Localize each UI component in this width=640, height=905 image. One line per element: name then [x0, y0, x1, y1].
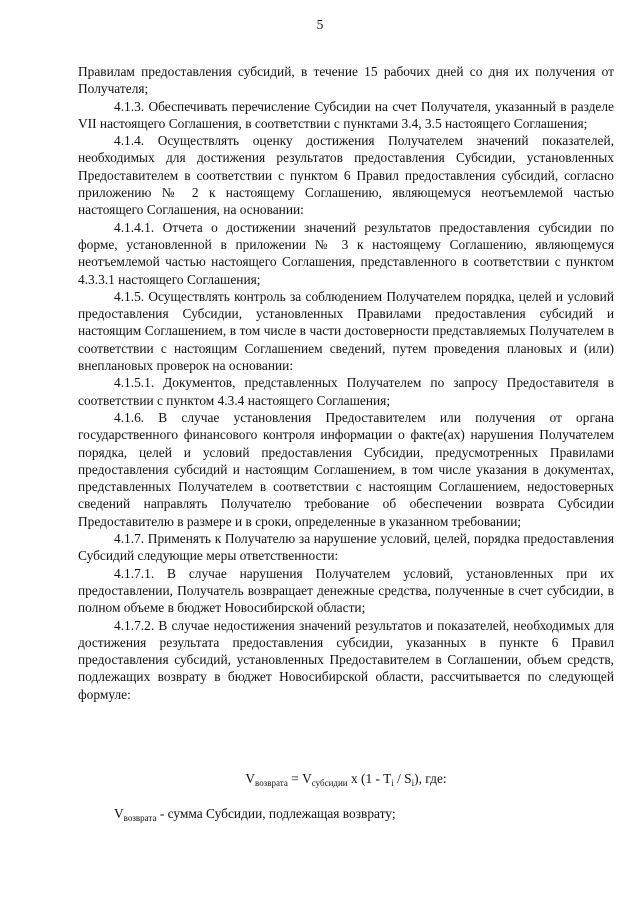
formula-v2: V [302, 771, 312, 786]
formula-sub-subsidy: субсидии [311, 778, 348, 788]
paragraph-4-1-4-1: 4.1.4.1. Отчета о достижении значений результатов предоставления субсидии по форме, установленной в приложении № 3 к настоящему Соглашению, являющемуся неотъемлемой частью настоящего Соглашения, представленного в соответствии с пунктом 4.3.3.1 настоящего Соглашения; [78, 219, 614, 287]
formula-part-2: / S [393, 771, 412, 786]
paragraph-4-1-7-2: 4.1.7.2. В случае недостижения значений результатов и показателей, необходимых для достижения результата предоставления субсидии, указанных в пункте 6 Правил предоставления субсидий, установленных Предоставителем в Соглашении, объем средств, подлежащих возврату в бюджет Новосибирской области, рассчитывается по следующей формуле: [78, 617, 614, 702]
paragraph-4-1-5: 4.1.5. Осуществлять контроль за соблюдением Получателем порядка, целей и условий предоставления Субсидии, установленных Правилами предоставления субсидий и настоящим Соглашением, в том числе в части достоверности представляемых Получателем в соответствии с настоящим Соглашением сведений, путем проведения плановых и (или) внеплановых проверок на основании: [78, 288, 614, 374]
formula-eq: = [287, 771, 303, 786]
legend-text: - сумма Субсидии, подлежащая возврату; [156, 806, 396, 821]
document-body [78, 63, 614, 703]
page-number: 5 [316, 17, 324, 32]
formula-part-1: x (1 - T [347, 771, 392, 786]
refund-formula [78, 770, 614, 787]
paragraph-4-1-7: 4.1.7. Применять к Получателю за нарушение условий, целей, порядка предоставления Субсидий следующие меры ответственности: [78, 531, 614, 564]
paragraph-4-1-5-1: 4.1.5.1. Документов, представленных Получателем по запросу Предоставителя в соответствии с пунктом 4.3.4 настоящего Соглашения; [78, 375, 614, 408]
legend-sub-refund: возврата [123, 813, 157, 823]
paragraph-4-1-3: 4.1.3. Обеспечивать перечисление Субсидии на счет Получателя, указанный в разделе VII настоящего Соглашения, в соответствии с пунктами 3.4, 3.5 настоящего Соглашения; [78, 98, 614, 131]
formula-sub-i1: i [391, 778, 394, 788]
formula-part-3: ), где: [414, 771, 447, 786]
formula-sub-refund: возврата [255, 778, 288, 788]
formula-v: V [245, 771, 256, 786]
formula-sub-i2: i [411, 778, 415, 788]
paragraph-4-1-7-1: 4.1.7.1. В случае нарушения Получателем условий, установленных при их предоставлении, Получатель возвращает денежные средства, полученные в счет субсидии, в полном объеме в бюджет Новосибирской области; [78, 565, 614, 616]
paragraph-continuation: Правилам предоставления субсидий, в течение 15 рабочих дней со дня их получения от Получателя; [78, 64, 614, 97]
legend-v: V [114, 806, 124, 821]
paragraph-4-1-4: 4.1.4. Осуществлять оценку достижения Получателем значений показателей, необходимых для достижения результатов предоставления Субсидии, установленных Предоставителем в соответствии с пунктом 6 Правил предоставления субсидий, согласно приложению № 2 к настоящему Соглашению, являющемуся неотъемлемой частью настоящего Соглашения, на основании: [78, 133, 614, 218]
paragraph-4-1-6: 4.1.6. В случае установления Предоставителем или получения от органа государственного финансового контроля информации о факте(ах) нарушения Получателем порядка, целей и условий предоставления Субсидии, предусмотренных Правилами предоставления субсидий и настоящим Соглашением, в том числе указания в документах, представленных Получателем в соответствии с настоящим Соглашением, недостоверных сведений направлять Получателю требование об обеспечении возврата Субсидии Предоставителю в размере и в сроки, определенные в указанном требовании; [78, 409, 614, 529]
formula-legend [78, 805, 614, 822]
